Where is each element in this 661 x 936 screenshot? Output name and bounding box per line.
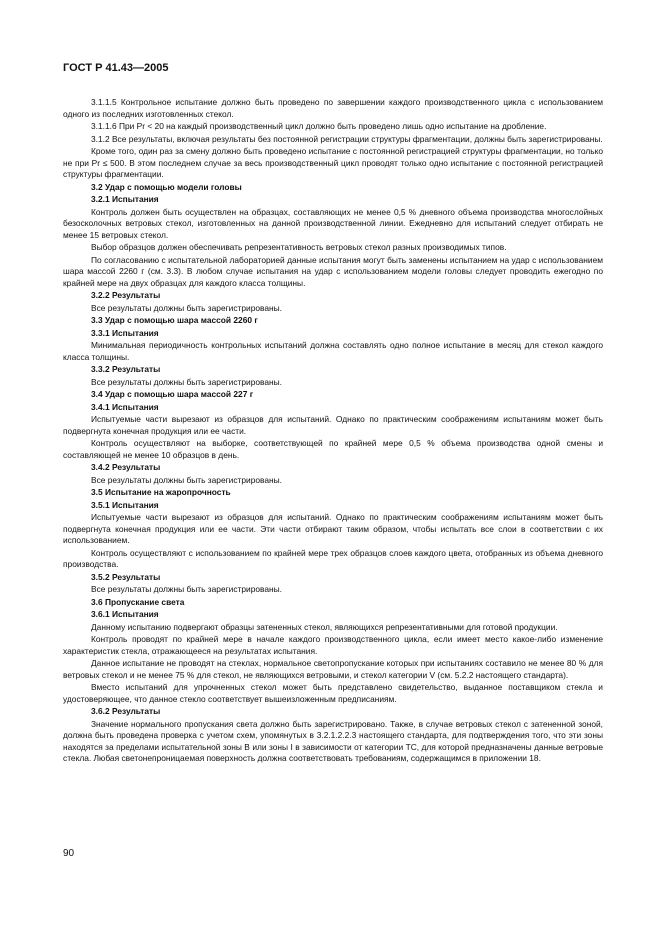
- section-heading: 3.5.1 Испытания: [91, 499, 159, 510]
- document-page: [63, 62, 603, 766]
- paragraph: Данному испытанию подвергают образцы затененных стекол, являющихся репрезентативными для готовой продукции.: [91, 621, 558, 632]
- section-heading: 3.4 Удар с помощью шара массой 227 г: [91, 389, 254, 399]
- section-heading: 3.2.1 Испытания: [91, 194, 159, 204]
- section-heading: 3.4.2 Результаты: [91, 462, 161, 472]
- section-heading: 3.2 Удар с помощью модели головы: [91, 181, 242, 192]
- paragraph: Контроль осуществляют на выборке, соответствующей по крайней мере 0,5 % объема производства одной смены и составляющей не менее 10 образцов в день.: [63, 438, 603, 460]
- section-heading: 3.5.2 Результаты: [91, 571, 161, 582]
- section-heading: 3.6.1 Испытания: [91, 609, 159, 619]
- paragraph: Все результаты должны быть зарегистрированы.: [91, 376, 282, 387]
- document-body: [63, 97, 603, 765]
- section-heading: 3.6 Пропускание света: [91, 596, 185, 607]
- paragraph: Значение нормального пропускания света должно быть зарегистрировано. Также, в случае ветровых стекол с затененной зоной, должна быть проведена проверка с учетом схем, упомянутых в 3.2.1.2.2.3 настоящего стандарта, для подтверждения того, что эти зоны находятся за пределами испытательной зоны B или зоны I в зависимости от категории ТС, для которой предназначены данные ветровые стекла. Любая светонепроницаемая поверхность должна соответствовать требованиям, содержащимся в приложении 18.: [63, 718, 603, 763]
- paragraph: Все результаты должны быть зарегистрированы.: [91, 474, 282, 485]
- paragraph: Данное испытание не проводят на стеклах, нормальное светопропускание которых при испытаниях составило не менее 80 % для ветровых стекол и не менее 75 % для стекол, не являющихся ветровыми, и стекол категории V (см. 5.2.2 настоящего стандарта).: [63, 658, 603, 680]
- section-heading: 3.3 Удар с помощью шара массой 2260 г: [91, 315, 258, 325]
- paragraph: 3.1.1.6 При Pr < 20 на каждый производственный цикл должно быть проведено лишь одно испытание на дробление.: [91, 121, 547, 131]
- page-number: 90: [63, 848, 75, 859]
- section-heading: 3.6.2 Результаты: [91, 706, 161, 716]
- paragraph: Кроме того, один раз за смену должно быть проведено испытание с постоянной регистрацией структуры фрагментации, но только не при Pr ≤ 500. В этом последнем случае за весь производственный цикл проводят только одно испытание с постоянной регистрацией структуры фрагментации.: [63, 146, 603, 179]
- paragraph: Контроль проводят по крайней мере в начале каждого производственного цикла, если имеет место какое-либо изменение характеристик стекла, отражающееся на результатах испытания.: [63, 634, 603, 656]
- document-header: ГОСТ Р 41.43—2005: [63, 62, 169, 74]
- paragraph: Контроль осуществляют с использованием по крайней мере трех образцов слоев каждого цвета, отобранных из объема дневного производства.: [63, 547, 603, 569]
- section-heading: 3.4.1 Испытания: [91, 401, 159, 412]
- section-heading: 3.3.2 Результаты: [91, 364, 161, 374]
- paragraph: Все результаты должны быть зарегистрированы.: [91, 302, 282, 313]
- paragraph: Минимальная периодичность контрольных испытаний должна составлять одно полное испытание в месяц для стекол каждого класса толщины.: [63, 340, 603, 362]
- paragraph: Контроль должен быть осуществлен на образцах, составляющих не менее 0,5 % дневного объема производства многослойных безосколочных ветровых стекол, изготовленных на данной производственной линии. Ежедневно для испытаний следует отбирать не менее 15 ветровых стекол.: [63, 206, 603, 240]
- section-heading: 3.2.2 Результаты: [91, 290, 161, 300]
- section-heading: 3.3.1 Испытания: [91, 327, 159, 338]
- section-heading: 3.5 Испытание на жаропрочность: [91, 487, 231, 497]
- paragraph: 3.1.2 Все результаты, включая результаты без постоянной регистрации структуры фрагментации, должны быть зарегистрированы.: [91, 133, 603, 144]
- paragraph: Все результаты должны быть зарегистрированы.: [91, 584, 282, 594]
- paragraph: Испытуемые части вырезают из образцов для испытаний. Однако по практическим соображениям испытаниям может быть подвергнута конечная продукция или ее части. Эти части отбирают таким образом, чтобы испытать все слои в соответствии с их использованием.: [63, 512, 603, 545]
- paragraph: По согласованию с испытательной лабораторией данные испытания могут быть заменены испытанием на удар с использованием шара массой 2260 г (см. 3.3). В любом случае испытания на удар с использованием модели головы следует проводить ежегодно по крайней мере на двух образцах для каждого класса толщины.: [63, 254, 603, 288]
- paragraph: Вместо испытаний для упрочненных стекол может быть представлено свидетельство, выданное поставщиком стекла и удостоверяющее, что данное стекло соответствует вышеизложенным предписаниям.: [63, 682, 603, 704]
- paragraph: Испытуемые части вырезают из образцов для испытаний. Однако по практическим соображениям испытаниям может быть подвергнута конечная продукция или ее части.: [63, 414, 603, 436]
- paragraph: Выбор образцов должен обеспечивать репрезентативность ветровых стекол разных производимых типов.: [91, 242, 507, 252]
- paragraph: 3.1.1.5 Контрольное испытание должно быть проведено по завершении каждого производственного цикла с использованием одного из последних изготовленных стекол.: [63, 97, 603, 119]
